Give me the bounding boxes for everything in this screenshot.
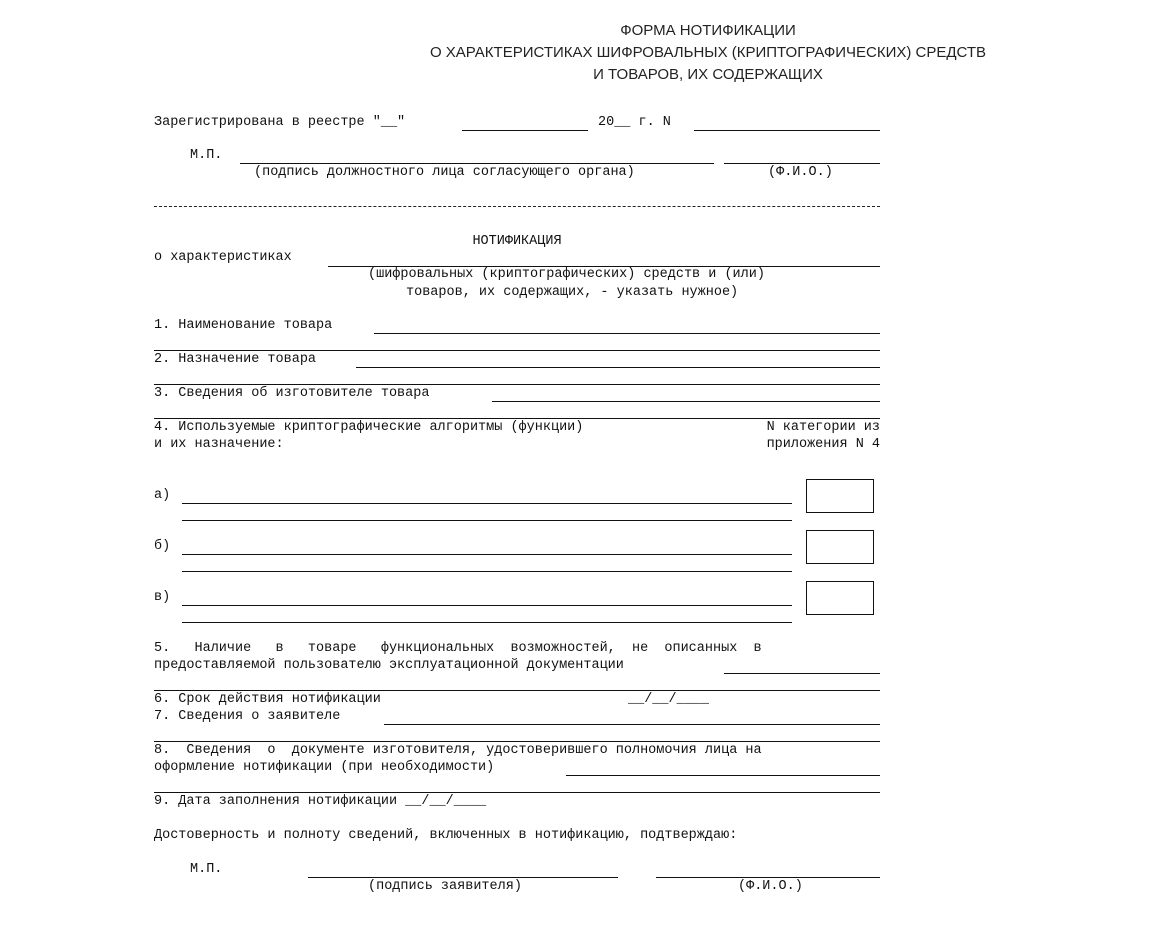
algorithm-v-category-box[interactable] [806, 581, 874, 615]
about-caption-1: (шифровальных (криптографических) средств и (или) [368, 267, 765, 282]
item-2-line-1[interactable] [356, 367, 880, 368]
item-1-line-1[interactable] [374, 333, 880, 334]
algorithm-a-line-2[interactable] [182, 520, 792, 521]
item-3-line-2[interactable] [154, 418, 880, 419]
item-5-line-1[interactable] [724, 673, 880, 674]
authority-signature-line[interactable] [240, 163, 714, 164]
algorithm-a-category-box[interactable] [806, 479, 874, 513]
confirmation-text: Достоверность и полноту сведений, включенных в нотификацию, подтверждаю: [154, 828, 738, 843]
algorithm-a-label: а) [154, 488, 171, 503]
authority-fio-line[interactable] [724, 163, 880, 164]
item-4-category-label-2: приложения N 4 [766, 437, 880, 452]
item-2-label: 2. Назначение товара [154, 352, 317, 367]
registered-label: Зарегистрирована в реестре "__" [154, 115, 406, 130]
algorithm-v-line-2[interactable] [182, 622, 792, 623]
form-title-line-1: ФОРМА НОТИФИКАЦИИ [620, 22, 796, 39]
algorithm-a-line-1[interactable] [182, 503, 792, 504]
section-divider [154, 206, 880, 207]
stamp-place-label: М.П. [190, 148, 223, 163]
item-7-line-2[interactable] [154, 741, 880, 742]
item-7-label: 7. Сведения о заявителе [154, 709, 341, 724]
applicant-signature-line[interactable] [308, 877, 618, 878]
item-3-line-1[interactable] [492, 401, 880, 402]
algorithm-b-label: б) [154, 539, 171, 554]
applicant-stamp-label: М.П. [190, 862, 223, 877]
registration-number-line[interactable] [694, 130, 880, 131]
item-1-line-2[interactable] [154, 350, 880, 351]
item-5-label-1: 5. Наличие в товаре функциональных возможностей, не описанных в [154, 641, 762, 656]
item-2-line-2[interactable] [154, 384, 880, 385]
item-8-line-1[interactable] [566, 775, 880, 776]
item-8-label-1: 8. Сведения о документе изготовителя, удостоверившего полномочия лица на [154, 743, 762, 758]
algorithm-v-line-1[interactable] [182, 605, 792, 606]
about-label: о характеристиках [154, 250, 292, 265]
algorithm-v-label: в) [154, 590, 171, 605]
item-4-label-1: 4. Используемые криптографические алгоритмы (функции) [154, 420, 584, 435]
algorithm-b-category-box[interactable] [806, 530, 874, 564]
item-8-line-2[interactable] [154, 792, 880, 793]
algorithm-b-line-2[interactable] [182, 571, 792, 572]
algorithm-b-line-1[interactable] [182, 554, 792, 555]
item-9-label[interactable]: 9. Дата заполнения нотификации __/__/____ [154, 794, 487, 809]
applicant-signature-caption: (подпись заявителя) [368, 879, 522, 894]
item-4-label-2: и их назначение: [154, 437, 284, 452]
item-8-label-2: оформление нотификации (при необходимости) [154, 760, 495, 775]
form-title-line-2: О ХАРАКТЕРИСТИКАХ ШИФРОВАЛЬНЫХ (КРИПТОГРАФИЧЕСКИХ) СРЕДСТВ [429, 44, 987, 61]
authority-fio-caption: (Ф.И.О.) [768, 165, 833, 180]
form-title-line-3: И ТОВАРОВ, ИХ СОДЕРЖАЩИХ [593, 66, 823, 83]
item-6-label: 6. Срок действия нотификации [154, 692, 381, 707]
registration-month-line[interactable] [462, 130, 588, 131]
item-4-category-label-1: N категории из [766, 420, 880, 435]
item-7-line-1[interactable] [384, 724, 880, 725]
about-caption-2: товаров, их содержащих, - указать нужное) [406, 285, 739, 300]
item-5-line-2[interactable] [154, 690, 880, 691]
applicant-fio-caption: (Ф.И.О.) [738, 879, 803, 894]
applicant-fio-line[interactable] [656, 877, 880, 878]
item-6-date-field[interactable]: __/__/____ [628, 692, 710, 707]
item-5-label-2: предоставляемой пользователю эксплуатационной документации [154, 658, 624, 673]
notification-title: НОТИФИКАЦИЯ [472, 234, 562, 249]
item-1-label: 1. Наименование товара [154, 318, 333, 333]
item-3-label: 3. Сведения об изготовителе товара [154, 386, 430, 401]
authority-signature-caption: (подпись должностного лица согласующего органа) [254, 165, 635, 180]
registration-year-label: 20__ г. N [598, 115, 671, 130]
